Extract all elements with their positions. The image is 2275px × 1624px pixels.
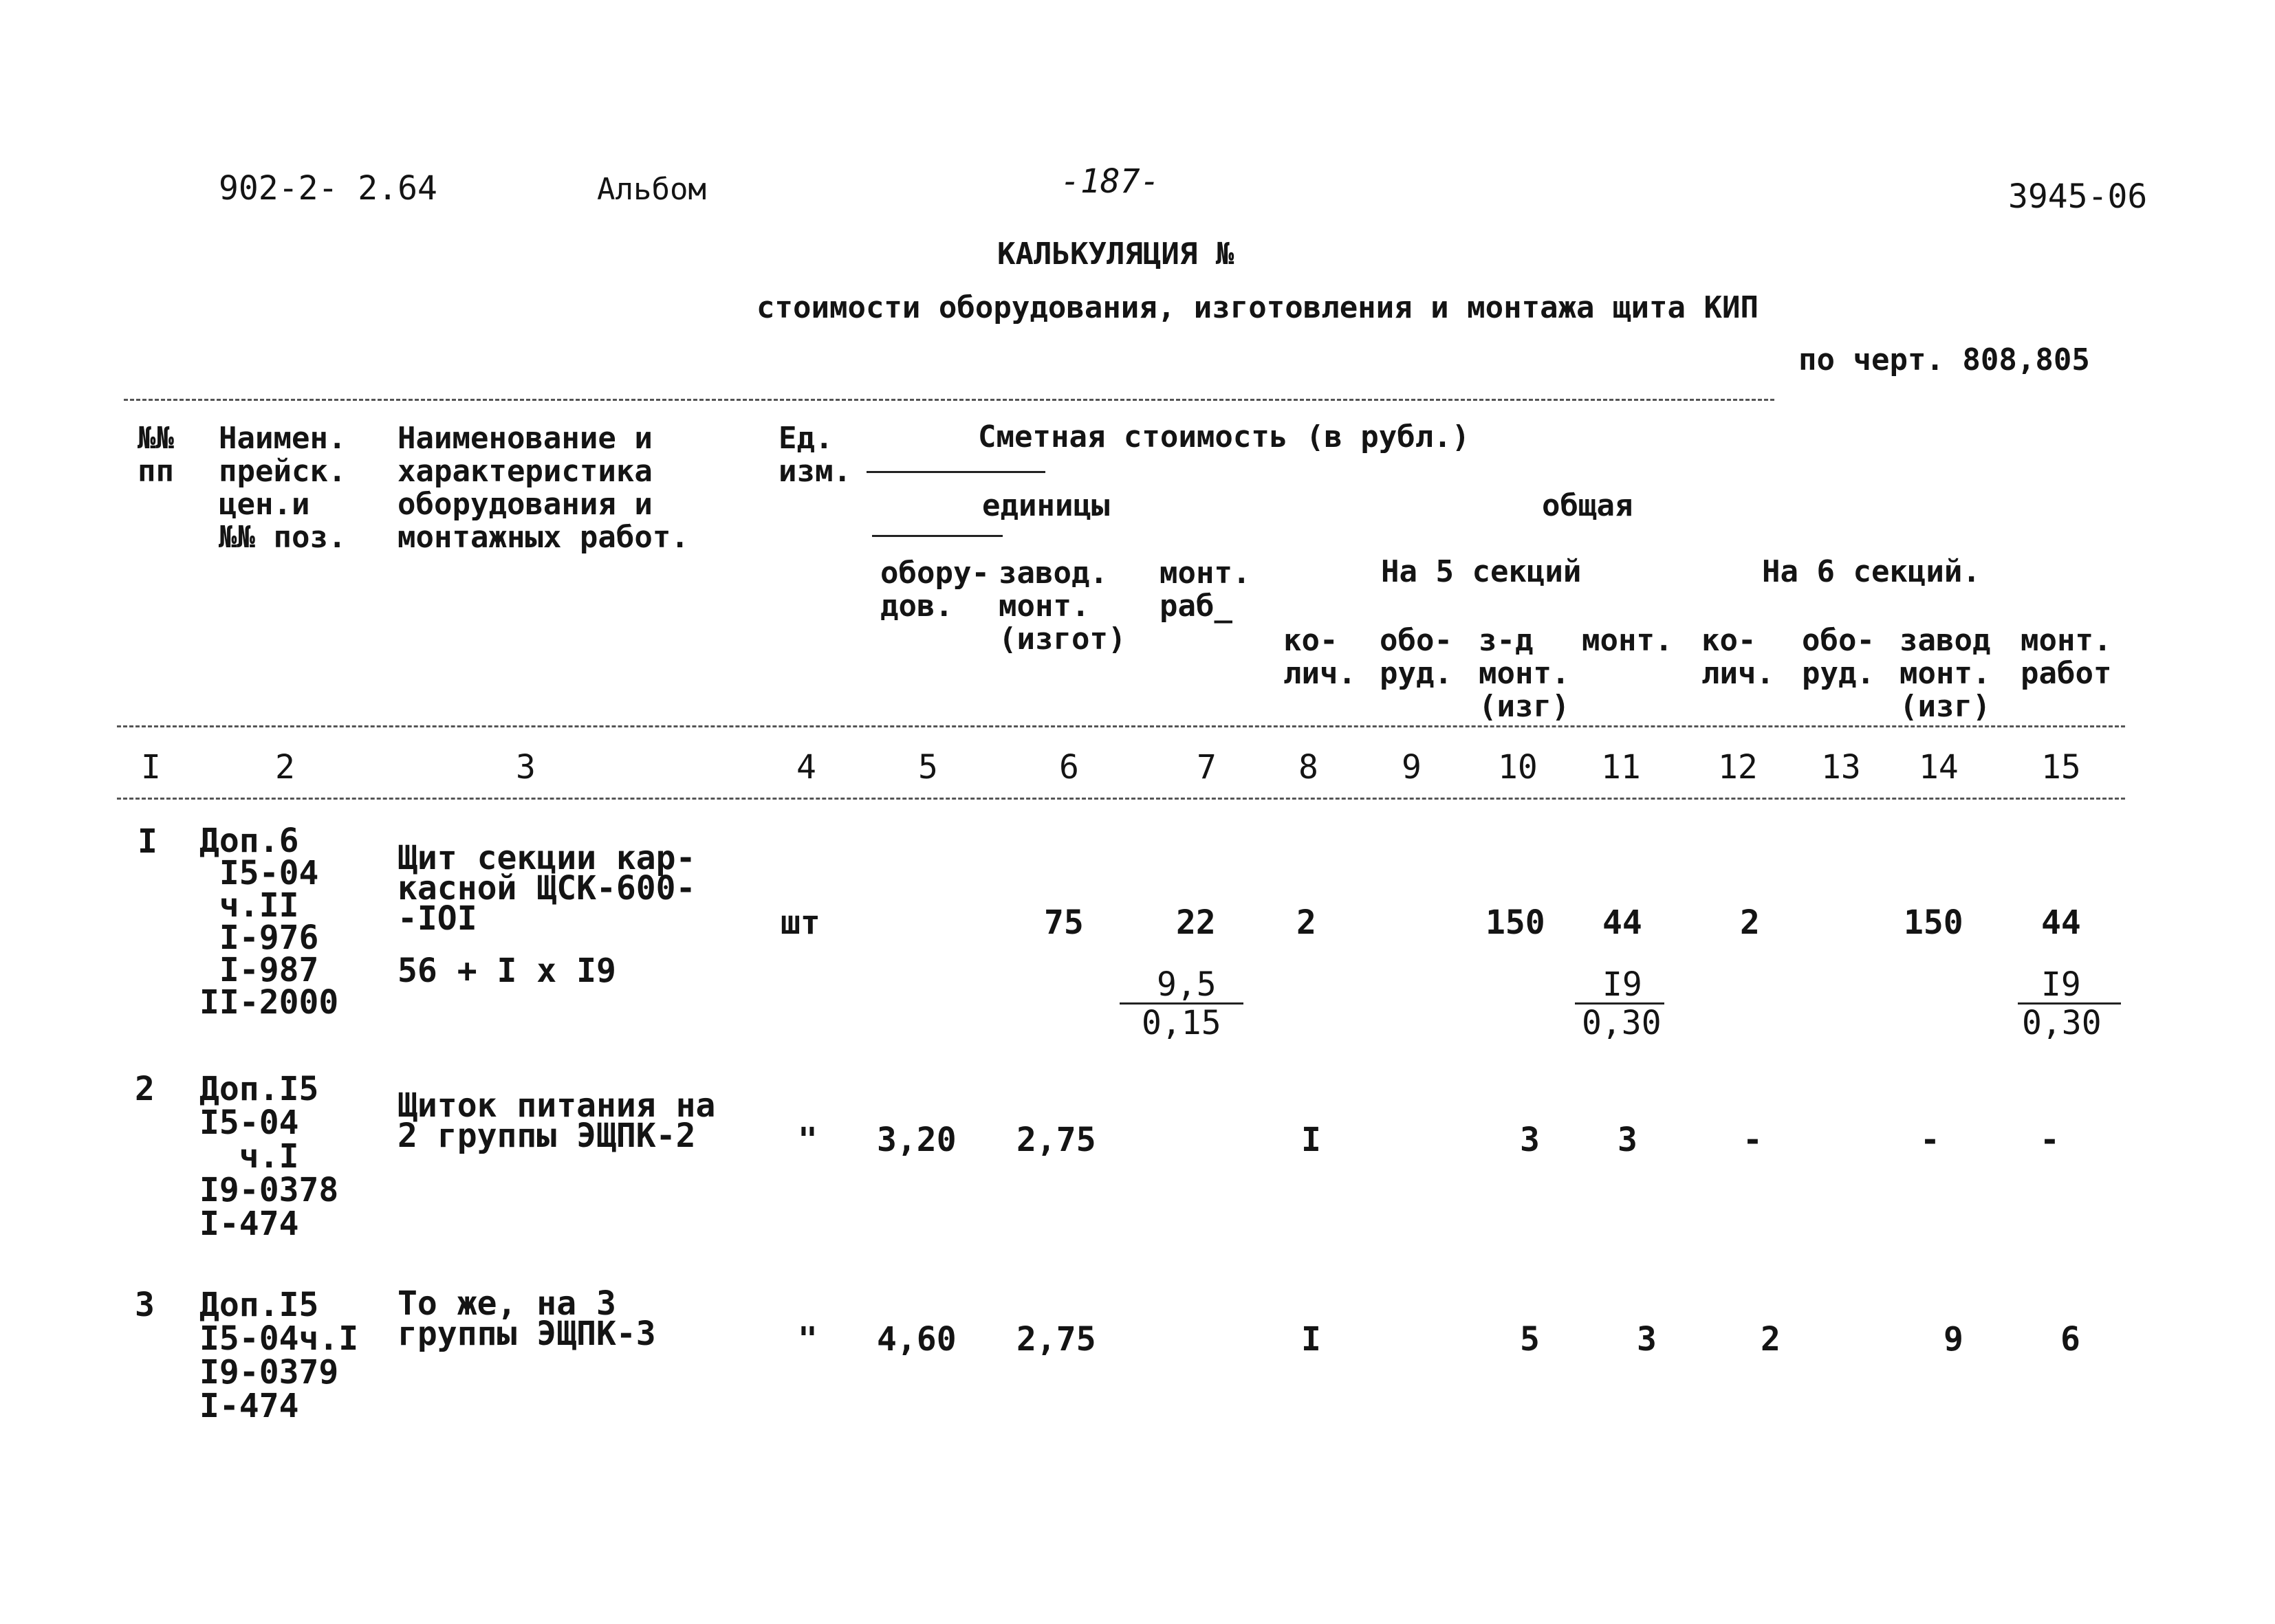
installation-cost-6-sections: - — [2040, 1121, 2060, 1159]
factory-cost-6-sections: - — [1920, 1121, 1940, 1159]
installation-6-fraction-numerator: I9 — [2041, 965, 2081, 1004]
installation-fraction-numerator: 9,5 — [1157, 965, 1217, 1004]
qty-6-sections: - — [1743, 1121, 1763, 1159]
column-number: 3 — [516, 748, 536, 787]
column-number: I — [141, 748, 161, 787]
installation-cost-5-sections: 3 — [1618, 1121, 1637, 1159]
item-name: Щиток питания на 2 группы ЭЩПК-2 — [398, 1086, 716, 1155]
column-number: 4 — [796, 748, 816, 787]
price-reference: Доп.I5 I5-04ч.I I9-0379 I-474 — [199, 1286, 359, 1425]
factory-cost-5-sections: 150 — [1485, 903, 1545, 942]
equipment-cost: 4,60 — [877, 1320, 957, 1359]
factory-assembly-cost: 2,75 — [1016, 1320, 1096, 1359]
header-qty-6: ко- лич. — [1701, 623, 1774, 691]
row-number: 2 — [135, 1070, 155, 1108]
row-number: 3 — [135, 1286, 155, 1324]
document-subtitle: стоимости оборудования, изготовления и монтажа щита КИП — [756, 290, 1759, 325]
unit: шт — [781, 903, 820, 942]
header-top-rule — [124, 399, 1774, 401]
header-equipment-6: обо- руд. — [1802, 623, 1875, 691]
installation-6-fraction-denominator: 0,30 — [2022, 1004, 2102, 1042]
installation-cost-5-sections: 3 — [1637, 1320, 1657, 1359]
header-factory-assembly: завод. монт. (изгот) — [999, 556, 1126, 657]
item-name: То же, на 3 группы ЭЩПК-3 — [398, 1284, 656, 1353]
unit: " — [798, 1320, 818, 1359]
header-6-sections: На 6 секций. — [1762, 554, 1981, 589]
factory-cost-6-sections: 150 — [1904, 903, 1963, 942]
installation-5-fraction-numerator: I9 — [1602, 965, 1642, 1004]
header-5-sections: На 5 секций — [1381, 554, 1582, 589]
row-number: I — [138, 822, 157, 861]
column-number-rule — [117, 798, 2125, 800]
item-formula: 56 + I x I9 — [398, 952, 616, 990]
installation-cost-5-sections: 44 — [1602, 903, 1642, 942]
album-label: Альбом — [597, 172, 706, 207]
column-number: 15 — [2041, 748, 2081, 787]
header-installation-6: монт. работ — [2021, 623, 2112, 691]
document-code: 902-2- 2.64 — [219, 169, 437, 208]
unit: " — [798, 1121, 818, 1159]
column-number: 13 — [1821, 748, 1861, 787]
header-estimated-cost: Сметная стоимость (в рубл.) — [978, 419, 1470, 454]
archive-stamp: 3945-06 — [2008, 177, 2148, 216]
installation-cost-6-sections: 6 — [2060, 1320, 2080, 1359]
equipment-cost: 3,20 — [877, 1121, 957, 1159]
header-total: общая — [1542, 488, 1633, 523]
column-number: 7 — [1197, 748, 1217, 787]
column-number: 9 — [1402, 748, 1422, 787]
installation-cost: 22 — [1176, 903, 1216, 942]
factory-cost-5-sections: 5 — [1520, 1320, 1540, 1359]
qty-5-sections: 2 — [1296, 903, 1316, 942]
header-bottom-rule — [117, 725, 2125, 727]
installation-fraction-denominator: 0,15 — [1142, 1004, 1221, 1042]
column-number: 14 — [1919, 748, 1959, 787]
header-qty-5: ко- лич. — [1283, 623, 1356, 691]
column-number: 6 — [1059, 748, 1079, 787]
column-number: 2 — [275, 748, 295, 787]
cost-divider — [867, 471, 1045, 473]
factory-assembly-cost: 2,75 — [1016, 1121, 1096, 1159]
factory-assembly-cost: 75 — [1044, 903, 1084, 942]
price-reference: Доп.I5 I5-04 ч.I I9-0378 I-474 — [199, 1070, 339, 1243]
qty-6-sections: 2 — [1740, 903, 1760, 942]
header-equipment-5: обо- руд. — [1380, 623, 1452, 691]
installation-cost-6-sections: 44 — [2041, 903, 2081, 942]
header-row-number: №№ пп — [138, 421, 174, 489]
factory-cost-5-sections: 3 — [1520, 1121, 1540, 1159]
column-number: 10 — [1498, 748, 1538, 787]
column-number: 12 — [1718, 748, 1758, 787]
qty-5-sections: I — [1301, 1121, 1321, 1159]
document-title: КАЛЬКУЛЯЦИЯ № — [997, 237, 1234, 272]
column-number: 5 — [918, 748, 938, 787]
header-installation-5: монт. — [1582, 623, 1673, 658]
header-factory-5: з-д монт. (изг) — [1479, 623, 1570, 724]
drawing-reference: по черт. 808,805 — [1798, 342, 2090, 377]
page-number: -187- — [1060, 162, 1160, 201]
item-name: Щит секции кар- касной ЩСК-600- -IOI — [398, 839, 696, 938]
header-installation: монт. раб_ — [1160, 556, 1251, 624]
header-factory-6: завод монт. (изг) — [1900, 623, 1991, 724]
factory-cost-6-sections: 9 — [1944, 1320, 1963, 1359]
header-unit: Ед. изм. — [779, 421, 851, 489]
unit-cost-divider — [872, 535, 1003, 537]
column-number: 11 — [1601, 748, 1641, 787]
header-equipment: обору- дов. — [880, 556, 990, 624]
header-price-reference: Наимен. прейск. цен.и №№ поз. — [219, 421, 347, 555]
header-per-unit: единицы — [982, 488, 1110, 523]
price-reference: Доп.6 I5-04 ч.II I-976 I-987 II-2000 — [199, 822, 339, 1022]
qty-5-sections: I — [1301, 1320, 1321, 1359]
column-number: 8 — [1298, 748, 1318, 787]
header-item-name: Наименование и характеристика оборудования и монтажных работ. — [398, 421, 689, 555]
installation-5-fraction-denominator: 0,30 — [1582, 1004, 1662, 1042]
qty-6-sections: 2 — [1761, 1320, 1781, 1359]
